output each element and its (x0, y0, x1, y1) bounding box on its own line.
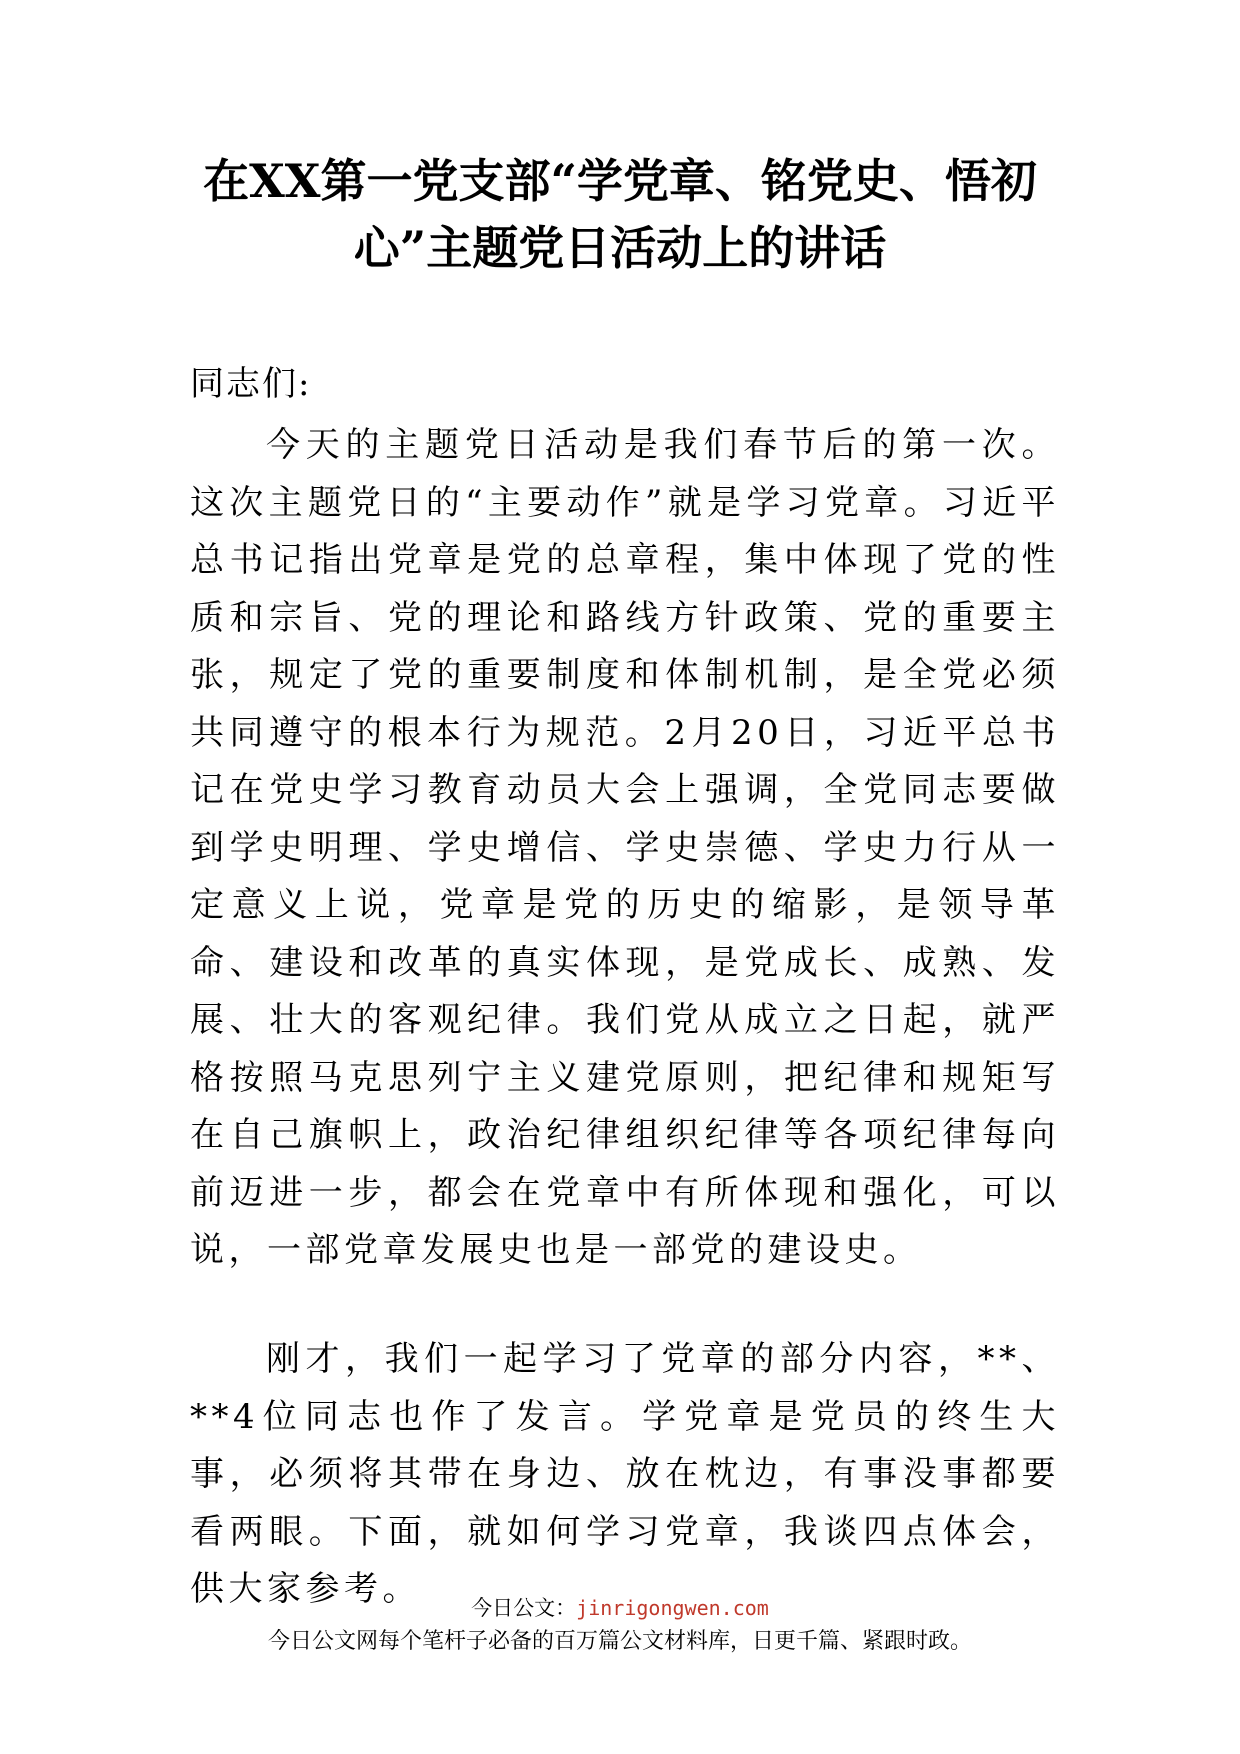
body-paragraph-2: 刚才，我们一起学习了党章的部分内容，**、**4位同志也作了发言。学党章是党员的终生大事，必须将其带在身边、放在枕边，有事没事都要看两眼。下面，就如何学习党章，我谈四点体会，供大家参考。 (190, 1339, 1060, 1609)
footer-source-label: 今日公文： (471, 1596, 577, 1620)
footer-slogan: 今日公文网每个笔杆子必备的百万篇公文材料库，日更千篇、紧跟时政。 (267, 1629, 972, 1654)
footer-site-link[interactable]: jinrigongwen.com (576, 1596, 769, 1620)
body-paragraph-1: 今天的主题党日活动是我们春节后的第一次。这次主题党日的“主要动作”就是学习党章。习近平总书记指出党章是党的总章程，集中体现了党的性质和宗旨、党的理论和路线方针政策、党的重要主张，规定了党的重要制度和体制机制，是全党必须共同遵守的根本行为规范。2月20日，习近平总书记在党史学习教育动员大会上强调，全党同志要做到学史明理、学史增信、学史崇德、学史力行从一定意义上说，党章是党的历史的缩影，是领导革命、建设和改革的真实体现，是党成长、成熟、发展、壮大的客观纪律。我们党从成立之日起，就严格按照马克思列宁主义建党原则，把纪律和规矩写在自己旗帜上，政治纪律组织纪律等各项纪律每向前迈进一步，都会在党章中有所体现和强化，可以说，一部党章发展史也是一部党的建设史。 (190, 425, 1060, 1270)
salutation: 同志们: (190, 364, 312, 404)
document-title: 在XX第一党支部“学党章、铭党史、悟初心”主题党日活动上的讲话 (203, 154, 1037, 275)
footer-source-line (0, 1594, 1240, 1622)
